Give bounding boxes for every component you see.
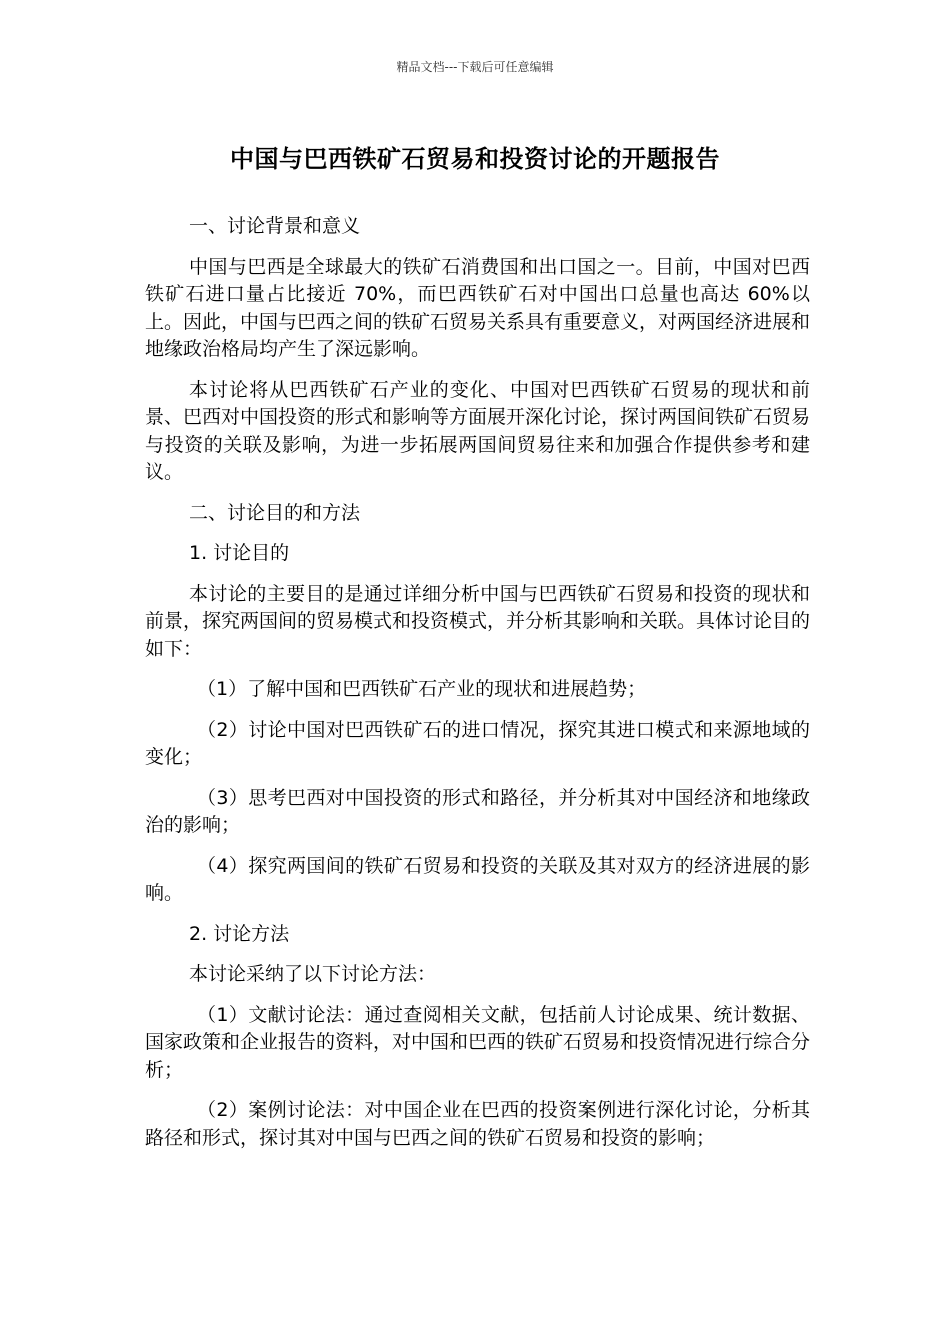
- document-title: 中国与巴西铁矿石贸易和投资讨论的开题报告: [230, 145, 720, 173]
- list-item: （2）案例讨论法：对中国企业在巴西的投资案例进行深化讨论，分析其路径和形式，探讨其对中国与巴西之间的铁矿石贸易和投资的影响；: [145, 1099, 810, 1149]
- list-item: （1）文献讨论法：通过查阅相关文献，包括前人讨论成果、统计数据、国家政策和企业报告的资料，对中国和巴西的铁矿石贸易和投资情况进行综合分析；: [145, 1003, 811, 1081]
- page-header: 精品文档---下载后可任意编辑: [396, 60, 554, 74]
- section-heading: 二、讨论目的和方法: [189, 501, 361, 524]
- paragraph: 本讨论将从巴西铁矿石产业的变化、中国对巴西铁矿石贸易的现状和前景、巴西对中国投资的形式和影响等方面展开深化讨论，探讨两国间铁矿石贸易与投资的关联及影响，为进一步拓展两国间贸易往来和加强合作提供参考和建议。: [145, 378, 811, 483]
- section-heading: 一、讨论背景和意义: [189, 215, 361, 237]
- subsection-heading: 2. 讨论方法: [189, 922, 290, 945]
- list-item: （2）讨论中国对巴西铁矿石的进口情况，探究其进口模式和来源地域的变化；: [145, 718, 810, 768]
- list-item: （4）探究两国间的铁矿石贸易和投资的关联及其对双方的经济进展的影响。: [145, 854, 810, 904]
- paragraph: 本讨论采纳了以下讨论方法：: [189, 963, 437, 985]
- list-item: （1）了解中国和巴西铁矿石产业的现状和进展趋势；: [197, 678, 647, 700]
- paragraph: 本讨论的主要目的是通过详细分析中国与巴西铁矿石贸易和投资的现状和前景，探究两国间的贸易模式和投资模式，并分析其影响和关联。具体讨论目的如下：: [145, 582, 811, 660]
- list-item: （3）思考巴西对中国投资的形式和路径，并分析其对中国经济和地缘政治的影响；: [145, 786, 810, 836]
- document-body: [145, 213, 810, 1165]
- subsection-heading: 1. 讨论目的: [189, 542, 290, 564]
- paragraph: 中国与巴西是全球最大的铁矿石消费国和出口国之一。目前，中国对巴西铁矿石进口量占比接近 70%，而巴西铁矿石对中国出口总量也高达 60%以上。因此，中国与巴西之间的铁矿石贸易关系具有重要意义，对两国经济进展和地缘政治格局均产生了深远影响。: [145, 255, 811, 360]
